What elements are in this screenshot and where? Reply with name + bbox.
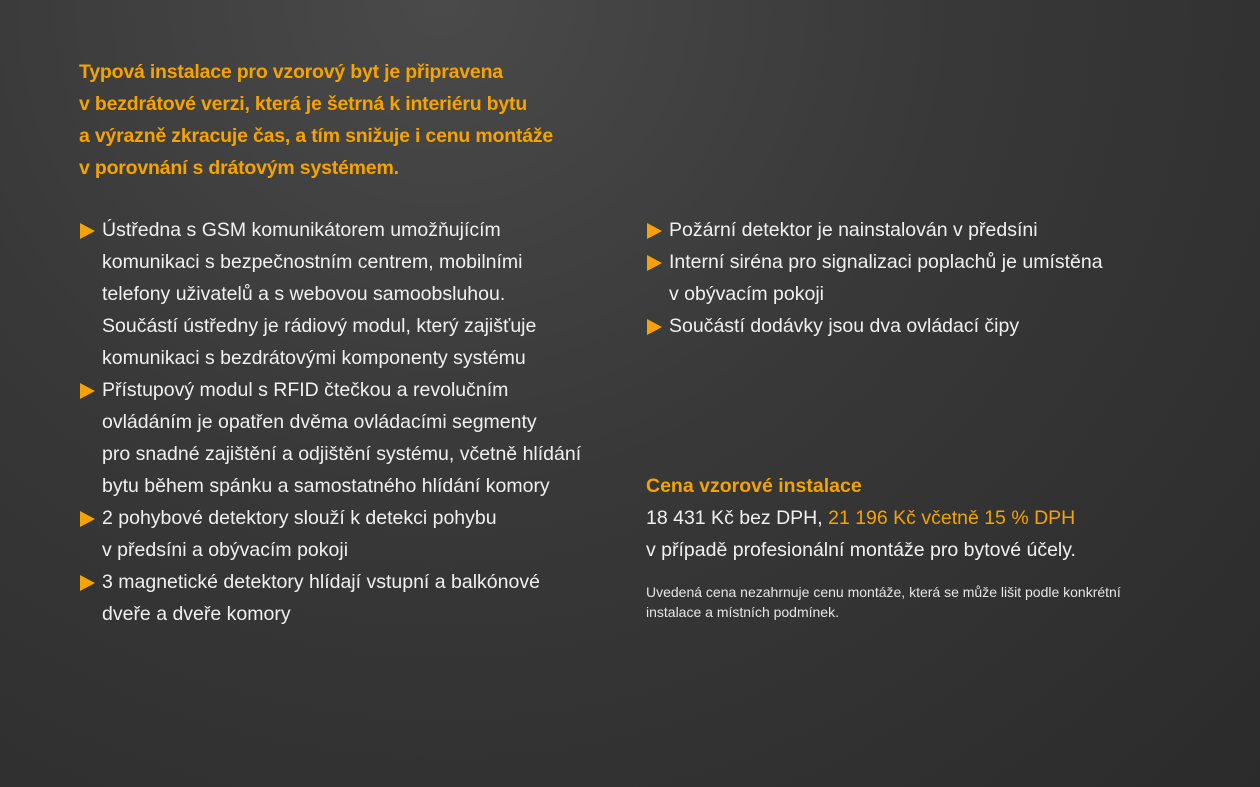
triangle-bullet-icon xyxy=(647,255,662,271)
triangle-bullet-icon xyxy=(80,575,95,591)
price-with-vat: 21 196 Kč včetně 15 % DPH xyxy=(828,507,1076,529)
triangle-bullet-icon xyxy=(647,223,662,239)
price-note: Uvedená cena nezahrnuje cenu montáže, která se může lišit podle konkrétní instalace a místních podmínek. xyxy=(646,584,1121,620)
intro-paragraph xyxy=(79,56,639,184)
intro-line: a výrazně zkracuje čas, a tím snižuje i cenu montáže xyxy=(79,125,554,147)
triangle-bullet-icon xyxy=(647,319,662,335)
list-item: Ústředna s GSM komunikátorem umožňujícím komunikaci s bezpečnostním centrem, mobilními telefony uživatelů a s webovou samoobsluhou. Součástí ústředny je rádiový modul, který zajišťuje komunikaci s bezdrátovými komponenty systému xyxy=(79,214,639,374)
left-feature-list xyxy=(79,214,639,630)
list-item: Přístupový modul s RFID čtečkou a revolučním ovládáním je opatřen dvěma ovládacími segmenty pro snadné zajištění a odjištění systému, včetně hlídání bytu během spánku a samostatného hlídání komory xyxy=(79,374,639,502)
list-item: 2 pohybové detektory slouží k detekci pohybu v předsíni a obývacím pokoji xyxy=(79,502,639,566)
price-condition: v případě profesionální montáže pro bytové účely. xyxy=(646,539,1076,561)
triangle-bullet-icon xyxy=(80,223,95,239)
list-item: Požární detektor je nainstalován v předsíni xyxy=(646,214,1206,246)
list-item: Součástí dodávky jsou dva ovládací čipy xyxy=(646,310,1206,342)
intro-line: v bezdrátové verzi, která je šetrná k interiéru bytu xyxy=(79,93,528,115)
triangle-bullet-icon xyxy=(80,511,95,527)
triangle-bullet-icon xyxy=(80,383,95,399)
price-amounts xyxy=(646,502,1226,534)
intro-line: Typová instalace pro vzorový byt je připravena xyxy=(79,61,503,83)
intro-line: v porovnání s drátovým systémem. xyxy=(79,157,399,179)
list-item: Interní siréna pro signalizaci poplachů je umístěna v obývacím pokoji xyxy=(646,246,1206,310)
list-item: 3 magnetické detektory hlídají vstupní a balkónové dveře a dveře komory xyxy=(79,566,639,630)
price-title: Cena vzorové instalace xyxy=(646,475,862,497)
price-section xyxy=(646,470,1226,622)
right-feature-list xyxy=(646,214,1206,342)
price-without-vat: 18 431 Kč bez DPH, xyxy=(646,507,829,529)
